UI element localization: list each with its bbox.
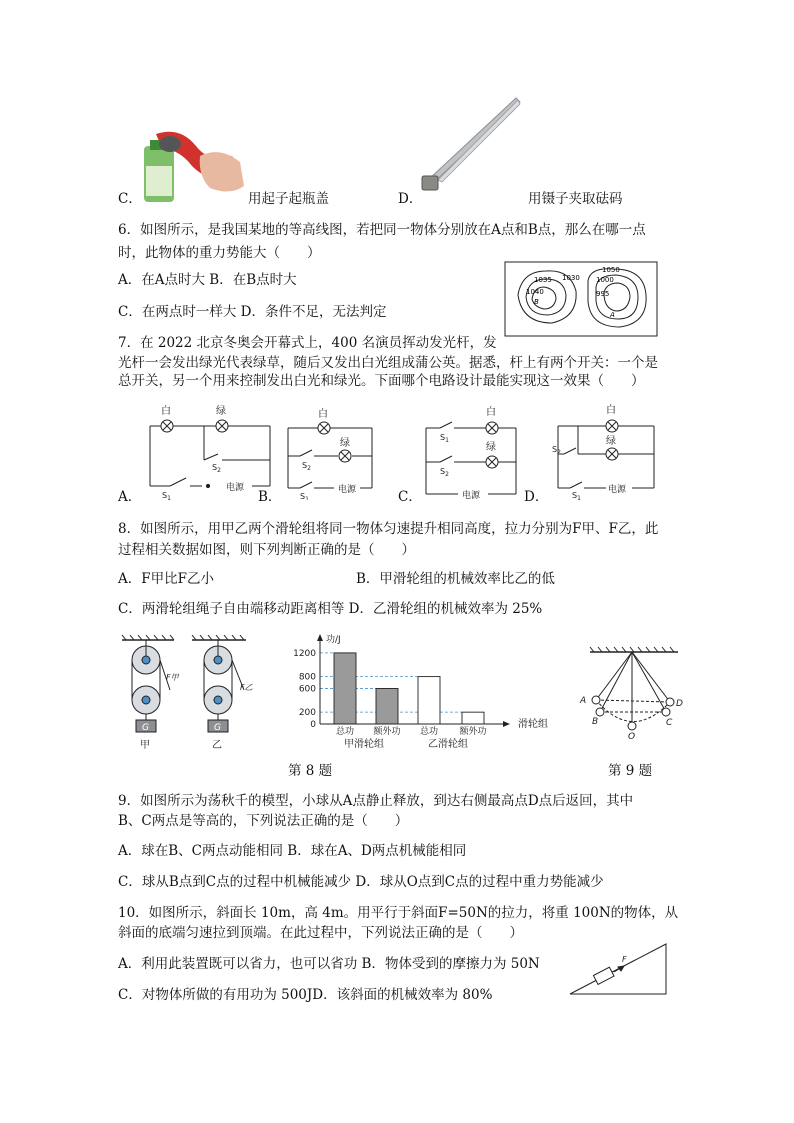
chart-bar-3 <box>462 712 484 724</box>
circuit-c-s1: $S_1$ <box>440 433 449 444</box>
circuit-b-power-label: 电源 <box>338 485 357 495</box>
circuit-c-white-label: 白 <box>486 407 496 418</box>
circuit-a-s1: $S_1$ <box>162 491 171 500</box>
tweezers-image <box>418 96 522 192</box>
pendulum-label-o: O <box>628 732 636 742</box>
chart-group-1: 甲滑轮组 <box>344 739 384 750</box>
chart-ytick-1200: 1200 <box>293 648 316 659</box>
circuit-d-power-label: 电源 <box>608 485 627 495</box>
incline-figure <box>566 940 670 998</box>
circuit-a <box>142 402 276 500</box>
q9-stem-line1: 9．如图所示为荡秋千的模型，小球从A点静止释放，到达右侧最高点D点后返回，其中 <box>118 793 634 809</box>
bottle-opener-image <box>140 126 246 202</box>
pulley-systems-figure <box>118 634 268 754</box>
circuit-b-green-label: 绿 <box>340 438 350 449</box>
q8-stem-line2: 过程相关数据如图，则下列判断正确的是（ ） <box>118 542 415 558</box>
q5-option-c-letter: C． <box>118 191 142 207</box>
work-bar-chart <box>280 630 580 750</box>
incline-force-label: F <box>622 955 627 964</box>
circuit-b <box>280 406 380 500</box>
pulley-label-jia: 甲 <box>140 740 150 751</box>
q10-options-ab: A．利用此装置既可以省力，也可以省功 B．物体受到的摩擦力为 50N <box>118 956 540 972</box>
q9-stem-line2: B、C两点是等高的，下列说法正确的是（ ） <box>118 813 409 829</box>
q7-option-a: A． <box>118 489 142 505</box>
chart-ytick-0: 0 <box>310 720 316 730</box>
q7-stem-line2: 光杆一会发出绿光代表绿草，随后又发出白光组成蒲公英。据悉，杆上有两个开关：一个是 <box>118 355 658 371</box>
q7-option-d: D． <box>524 489 549 505</box>
circuit-b-s2: $S_2$ <box>302 461 311 472</box>
q10-stem-line2: 斜面的底端匀速拉到顶端。在此过程中，下列说法正确的是（ ） <box>118 925 523 941</box>
chart-bar-0 <box>334 653 356 724</box>
q9-options-cd: C．球从B点到C点的过程中机械能减少 D．球从O点到C点的过程中重力势能减少 <box>118 874 604 890</box>
pendulum-label-b: B <box>592 717 599 727</box>
chart-ytick-200: 200 <box>298 708 316 719</box>
pulley-f-yi: F乙 <box>240 683 253 692</box>
pendulum-label-d: D <box>676 699 683 709</box>
circuit-a-power-label: 电源 <box>226 483 245 493</box>
circuit-c-green-label: 绿 <box>486 442 496 453</box>
map-label-995: 995 <box>596 290 610 298</box>
map-label-1035: 1035 <box>534 276 552 284</box>
q6-options-ab: A．在A点时大 B．在B点时大 <box>118 272 297 288</box>
circuit-d <box>550 402 660 500</box>
circuit-a-s2: $S_2$ <box>212 463 221 474</box>
chart-y-label: 功/J <box>326 635 341 645</box>
contour-map-figure <box>504 261 658 337</box>
circuit-d-s1: $S_1$ <box>572 491 581 500</box>
circuit-b-white-label: 白 <box>318 409 328 420</box>
chart-bar-1 <box>376 688 398 724</box>
chart-category-2: 总功 <box>419 727 439 737</box>
pulley-f-jia: F甲 <box>166 673 179 682</box>
pulley-g-label-1: G <box>142 723 149 733</box>
q6-options-cd: C．在两点时一样大 D．条件不足，无法判定 <box>118 304 387 320</box>
q9-caption: 第 9 题 <box>608 763 653 779</box>
pendulum-figure <box>574 646 686 742</box>
pendulum-label-c: C <box>666 718 673 728</box>
pendulum-label-a: A <box>580 696 587 706</box>
q8-stem-line1: 8．如图所示，用甲乙两个滑轮组将同一物体匀速提升相同高度，拉力分别为F甲、F乙，此 <box>118 521 659 537</box>
chart-x-label: 滑轮组 <box>518 719 548 730</box>
circuit-d-green-label: 绿 <box>606 436 616 447</box>
map-label-1000: 1000 <box>596 276 614 284</box>
q7-stem-line3: 总开关，另一个用来控制发出白光和绿光。下面哪个电路设计最能实现这一效果（ ） <box>118 373 645 389</box>
chart-category-0: 总功 <box>335 727 355 737</box>
map-label-b: B <box>534 298 539 306</box>
chart-ytick-600: 600 <box>298 684 316 695</box>
map-label-a: A <box>610 311 615 319</box>
q7-stem-line1: 7．在 2022 北京冬奥会开幕式上，400 名演员挥动发光杆，发 <box>118 335 497 351</box>
circuit-d-white-label: 白 <box>606 405 616 416</box>
circuit-a-white-label: 白 <box>161 406 171 417</box>
chart-category-1: 额外功 <box>373 727 401 737</box>
pulley-g-label-2: G <box>214 723 221 733</box>
q7-option-b: B． <box>258 489 282 505</box>
circuit-c-power-label: 电源 <box>462 491 481 500</box>
map-label-1030: 1030 <box>562 274 580 282</box>
q6-stem-line2: 时，此物体的重力势能大（ ） <box>118 245 321 261</box>
q7-option-c: C． <box>398 489 422 505</box>
circuit-a-green-label: 绿 <box>216 406 226 417</box>
q10-options-cd: C．对物体所做的有用功为 500JD．该斜面的机械效率为 80% <box>118 987 493 1003</box>
q8-options-cd: C．两滑轮组绳子自由端移动距离相等 D．乙滑轮组的机械效率为 25% <box>118 601 543 617</box>
q8-option-a: A．F甲比F乙小 <box>118 571 214 587</box>
circuit-c-s2: $S_2$ <box>440 467 449 478</box>
circuit-d-s2: $S_2$ <box>552 445 561 456</box>
q9-options-ab: A．球在B、C两点动能相同 B．球在A、D两点机械能相同 <box>118 843 467 859</box>
map-label-1040: 1040 <box>526 288 544 296</box>
q5-option-d-letter: D． <box>398 191 423 207</box>
circuit-c <box>418 404 522 500</box>
chart-ytick-800: 800 <box>298 672 316 683</box>
chart-group-2: 乙滑轮组 <box>428 739 468 750</box>
chart-category-3: 额外功 <box>459 727 487 737</box>
q5-option-c-text: 用起子起瓶盖 <box>248 191 329 207</box>
q6-stem-line1: 6．如图所示，是我国某地的等高线图，若把同一物体分别放在A点和B点，那么在哪一点 <box>118 222 646 238</box>
q10-stem-line1: 10．如图所示，斜面长 10m，高 4m。用平行于斜面F=50N的拉力，将重 100N的物体，从 <box>118 905 679 921</box>
pulley-label-yi: 乙 <box>212 740 222 751</box>
q8-option-b: B．甲滑轮组的机械效率比乙的低 <box>356 571 555 587</box>
map-label-1050: 1050 <box>602 266 620 274</box>
chart-bar-2 <box>418 677 440 724</box>
q8-caption: 第 8 题 <box>288 763 333 779</box>
q5-option-d-text: 用镊子夹取砝码 <box>528 191 623 207</box>
circuit-b-s1: $S_1$ <box>300 492 309 500</box>
